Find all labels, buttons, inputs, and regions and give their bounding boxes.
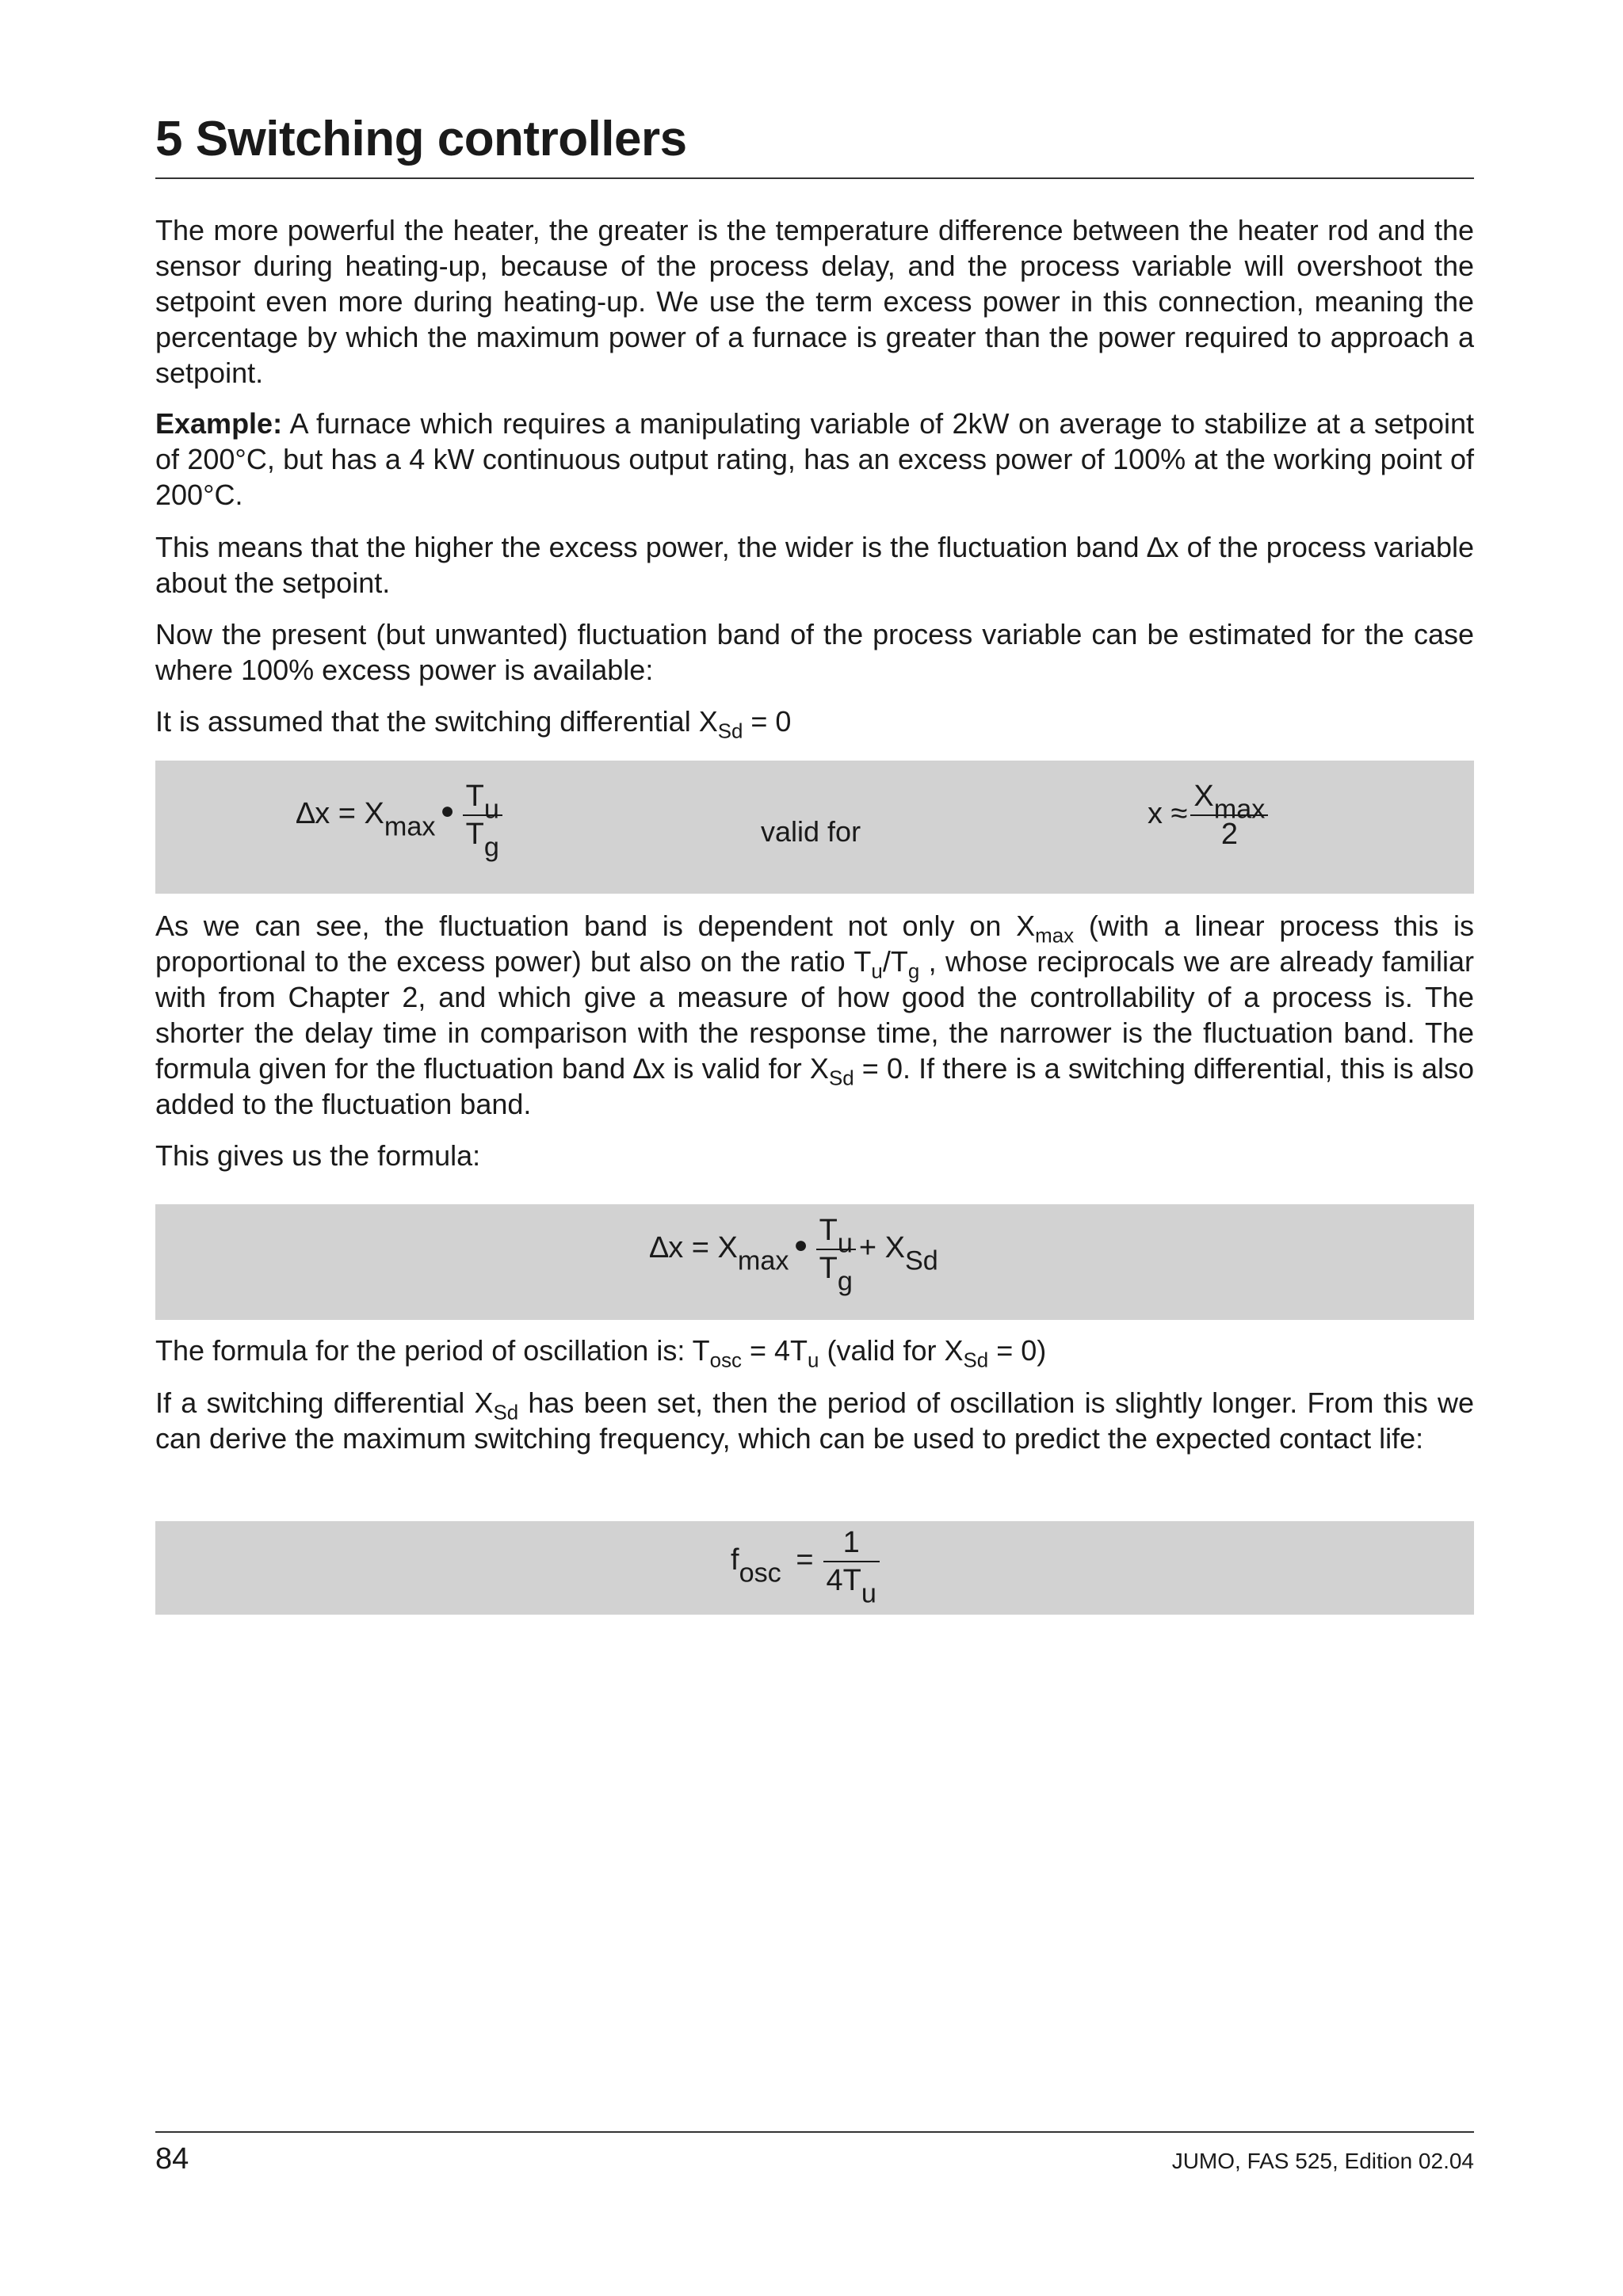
paragraph-period — [155, 1333, 1474, 1372]
page-title: 5 Switching controllers — [155, 112, 687, 166]
page-number: 84 — [155, 2142, 189, 2176]
formula-fluctuation-band-sd — [650, 1214, 938, 1297]
fraction-tu-tg — [816, 1214, 856, 1297]
subscript: Sd — [904, 1245, 938, 1276]
subscript: u — [871, 960, 883, 983]
subscript: Sd — [963, 1349, 989, 1372]
subscript: u — [483, 794, 499, 825]
paragraph-text: This gives us the formula: — [155, 1139, 481, 1172]
multiply-dot: ● — [440, 798, 455, 825]
text-span: (with a linear process this is proportional to the excess power) but also on the ratio T — [155, 910, 1474, 978]
text-span: has been set, then the period of oscillation is slightly longer. From this we can derive the maximum switching frequency, which can be used to predict the expected contact life: — [155, 1386, 1474, 1455]
subscript: u — [808, 1349, 819, 1372]
subscript: osc — [709, 1349, 742, 1372]
formula-lhs: f — [731, 1543, 739, 1577]
fraction-1-4tu — [823, 1526, 880, 1609]
subscript: g — [483, 832, 499, 863]
subscript: max — [1213, 794, 1266, 825]
example-label: Example: — [155, 407, 283, 440]
denominator: 4T — [826, 1564, 861, 1597]
numerator: T — [819, 1214, 838, 1247]
edition-label: JUMO, FAS 525, Edition 02.04 — [1171, 2149, 1474, 2173]
denominator: T — [465, 818, 484, 851]
numerator: X — [1193, 780, 1214, 813]
formula-switching-frequency — [731, 1526, 883, 1609]
text-span: As we can see, the fluctuation band is dependent not only on X — [155, 910, 1036, 942]
formula-lhs: ∆x = X — [650, 1231, 738, 1265]
subscript: Sd — [493, 1402, 519, 1425]
text-span: = 0. If there is a switching differential, this is also added to the fluctuation band. — [155, 1052, 1474, 1120]
paragraph-estimate — [155, 616, 1474, 688]
subscript: g — [907, 960, 920, 983]
formula-box-frequency — [155, 1521, 1474, 1615]
text-span: The formula for the period of oscillation is: T — [155, 1334, 710, 1367]
valid-for-label: valid for — [761, 815, 861, 848]
paragraph-text: Now the present (but unwanted) fluctuation band of the process variable can be estimated for the case where 100% excess power is available: — [155, 618, 1474, 686]
subscript: u — [861, 1578, 876, 1609]
paragraph-analysis — [155, 908, 1474, 1122]
text-span: = 4T — [742, 1334, 808, 1367]
subscript: max — [737, 1245, 789, 1276]
text-span: It is assumed that the switching differential X — [155, 705, 718, 738]
footer-rule — [155, 2131, 1474, 2133]
equals-sign: = — [796, 1543, 814, 1577]
paragraph-text: The more powerful the heater, the greater is the temperature difference between the heater rod and the sensor during heating-up, because of the process delay, and the process variable will overshoot the setpoint even more during heating-up. We use the term excess power in this connection, meaning the percentage by which the maximum power of a furnace is greater than the power required to approach a setpoint. — [155, 214, 1474, 389]
example-text: A furnace which requires a manipulating variable of 2kW on average to stabilize at a setpoint of 200°C, but has a 4 kW continuous output rating, has an excess power of 100% at the working point of 200°C. — [155, 407, 1474, 511]
multiply-dot: ● — [793, 1232, 808, 1259]
subscript: max — [1035, 925, 1075, 948]
subscript: g — [837, 1266, 853, 1297]
paragraph-assumption — [155, 704, 1474, 743]
paragraph-example — [155, 406, 1474, 513]
fraction-xmax-2 — [1190, 781, 1268, 849]
paragraph-formula-intro — [155, 1138, 1474, 1173]
numerator: 1 — [823, 1527, 880, 1562]
text-span: , whose reciprocals we are already familiar with from Chapter 2, and which give a measure of how good the controllability of a process is. The shorter the delay time in comparison with the response time, the narrower is the fluctuation band. The formula given for the fluctuation band ∆x is valid for X — [155, 945, 1474, 1085]
title-rule — [155, 177, 1474, 179]
text-span: /T — [882, 945, 908, 978]
numerator: T — [465, 780, 484, 813]
formula-box-fluctuation-sd — [155, 1204, 1474, 1320]
subscript: osc — [739, 1558, 781, 1589]
formula-lhs: ∆x = X — [296, 797, 384, 831]
formula-fluctuation-band — [296, 780, 506, 863]
subscript: max — [384, 811, 436, 842]
formula-lhs: x ≈ — [1148, 797, 1188, 831]
text-span: (valid for X — [819, 1334, 964, 1367]
subscript: Sd — [717, 720, 743, 743]
text-span: = 0 — [743, 705, 792, 738]
text-span: If a switching differential X — [155, 1386, 494, 1419]
denominator: T — [819, 1252, 838, 1285]
text-span: = 0) — [988, 1334, 1047, 1367]
formula-x-approx — [1148, 781, 1271, 849]
subscript: Sd — [828, 1067, 854, 1090]
paragraph-excess-power — [155, 212, 1474, 391]
formula-box-fluctuation — [155, 761, 1474, 894]
fraction-tu-tg — [463, 780, 502, 863]
subscript: u — [837, 1228, 853, 1259]
paragraph-fluctuation — [155, 529, 1474, 601]
paragraph-frequency — [155, 1385, 1474, 1456]
paragraph-text: This means that the higher the excess power, the wider is the fluctuation band ∆x of the process variable about the setpoint. — [155, 531, 1474, 599]
plus-term: + X — [858, 1231, 905, 1265]
denominator: 2 — [1220, 818, 1238, 851]
